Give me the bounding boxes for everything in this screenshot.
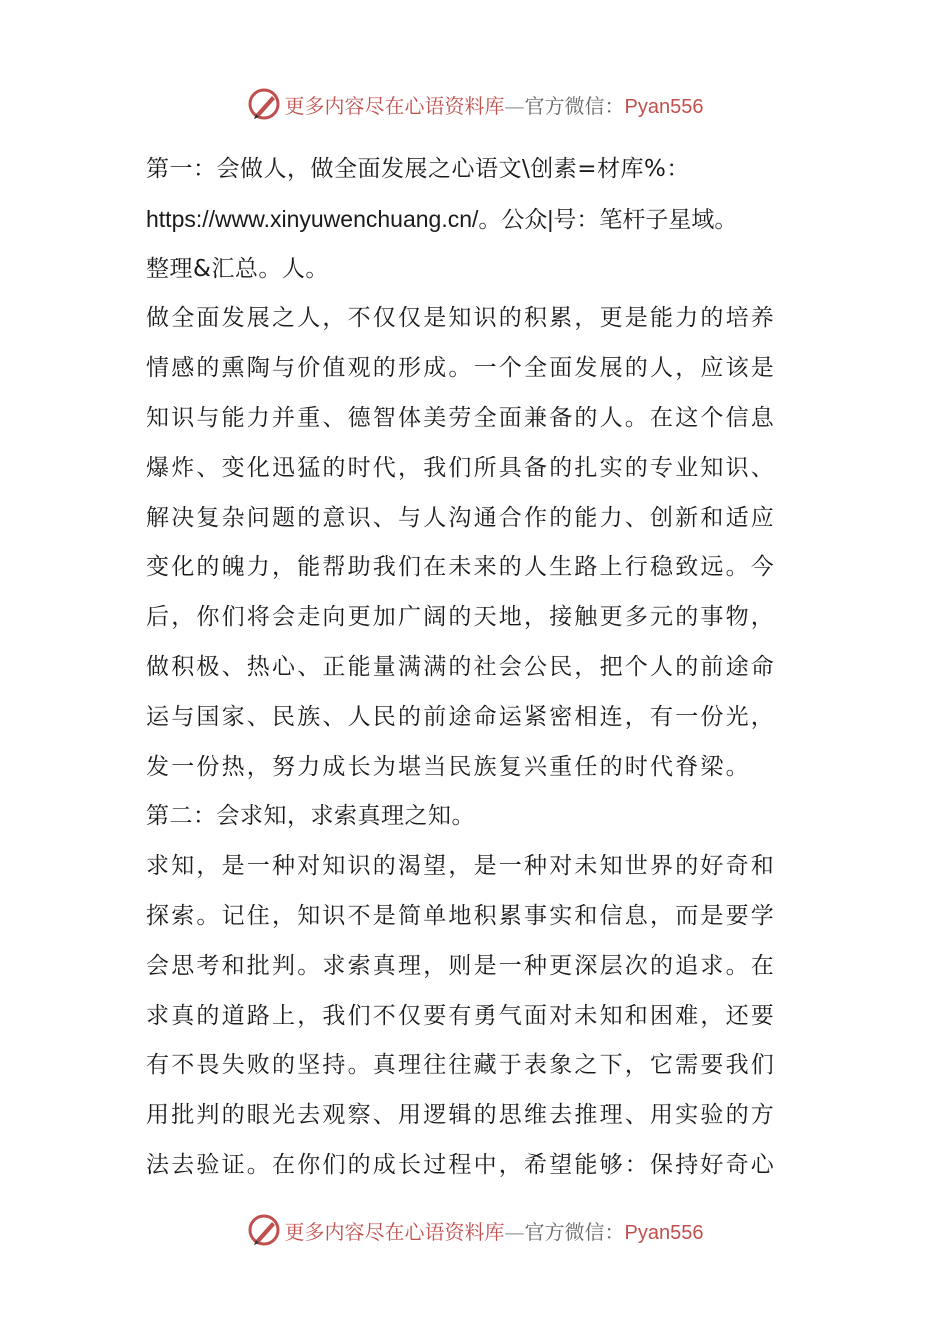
text-line: 做全面发展之人，不仅仅是知识的积累，更是能力的培养 bbox=[146, 305, 776, 332]
text-line: 解决复杂问题的意识、与人沟通合作的能力、创新和适应 bbox=[146, 504, 776, 531]
text-line: 求知，是一种对知识的渴望，是一种对未知世界的好奇和 bbox=[146, 853, 776, 880]
text-line: 求真的道路上，我们不仅要有勇气面对未知和困难，还要 bbox=[146, 1002, 776, 1029]
text-line: 情感的熏陶与价值观的形成。一个全面发展的人，应该是 bbox=[146, 355, 776, 382]
pen-logo-icon bbox=[247, 1213, 281, 1247]
header-watermark bbox=[0, 84, 950, 124]
text-line: 第一：会做人，做全面发展之心语文\创素=材库%： bbox=[146, 156, 690, 182]
text-line: 做积极、热心、正能量满满的社会公民，把个人的前途命 bbox=[146, 653, 776, 680]
pen-logo-icon bbox=[247, 87, 281, 121]
text-line: 探索。记住，知识不是简单地积累事实和信息，而是要学 bbox=[146, 902, 776, 929]
watermark-dash: — bbox=[504, 93, 525, 118]
text-line: 变化的魄力，能帮助我们在未来的人生路上行稳致远。今 bbox=[146, 554, 776, 581]
watermark-site: 更多内容尽在心语资料库 bbox=[284, 93, 505, 118]
text-line: 后，你们将会走向更加广阔的天地，接触更多元的事物， bbox=[146, 604, 776, 631]
text-line: 整理&汇总。人。 bbox=[146, 255, 329, 282]
text-line: 法去验证。在你们的成长过程中，希望能够：保持好奇心 bbox=[146, 1151, 776, 1178]
text-line: 爆炸、变化迅猛的时代，我们所具备的扎实的专业知识、 bbox=[146, 454, 776, 481]
document-body bbox=[146, 145, 810, 1191]
text-line: 会思考和批判。求索真理，则是一种更深层次的追求。在 bbox=[146, 952, 776, 979]
text-line: 用批判的眼光去观察、用逻辑的思维去推理、用实验的方 bbox=[146, 1102, 776, 1129]
footer-watermark bbox=[0, 1210, 950, 1250]
watermark-wechat-label: 官方微信： bbox=[524, 1219, 625, 1244]
text-line: 运与国家、民族、人民的前途命运紧密相连，有一份光， bbox=[146, 703, 776, 730]
text-line: 有不畏失败的坚持。真理往往藏于表象之下，它需要我们 bbox=[146, 1052, 776, 1079]
text-line: 知识与能力并重、德智体美劳全面兼备的人。在这个信息 bbox=[146, 404, 776, 431]
text-line: 发一份热，努力成长为堪当民族复兴重任的时代脊梁。 bbox=[146, 753, 751, 780]
watermark-dash: — bbox=[504, 1219, 525, 1244]
watermark-wechat-id: Pyan556 bbox=[624, 1221, 704, 1244]
watermark-site: 更多内容尽在心语资料库 bbox=[284, 1219, 505, 1244]
watermark-wechat-id: Pyan556 bbox=[624, 95, 704, 118]
section-heading: 第二：会求知，求索真理之知。 bbox=[146, 803, 475, 830]
text-line: https://www.xinyuwenchuang.cn/。公众|号：笔杆子星域。 bbox=[146, 205, 738, 232]
watermark-wechat-label: 官方微信： bbox=[524, 93, 625, 118]
